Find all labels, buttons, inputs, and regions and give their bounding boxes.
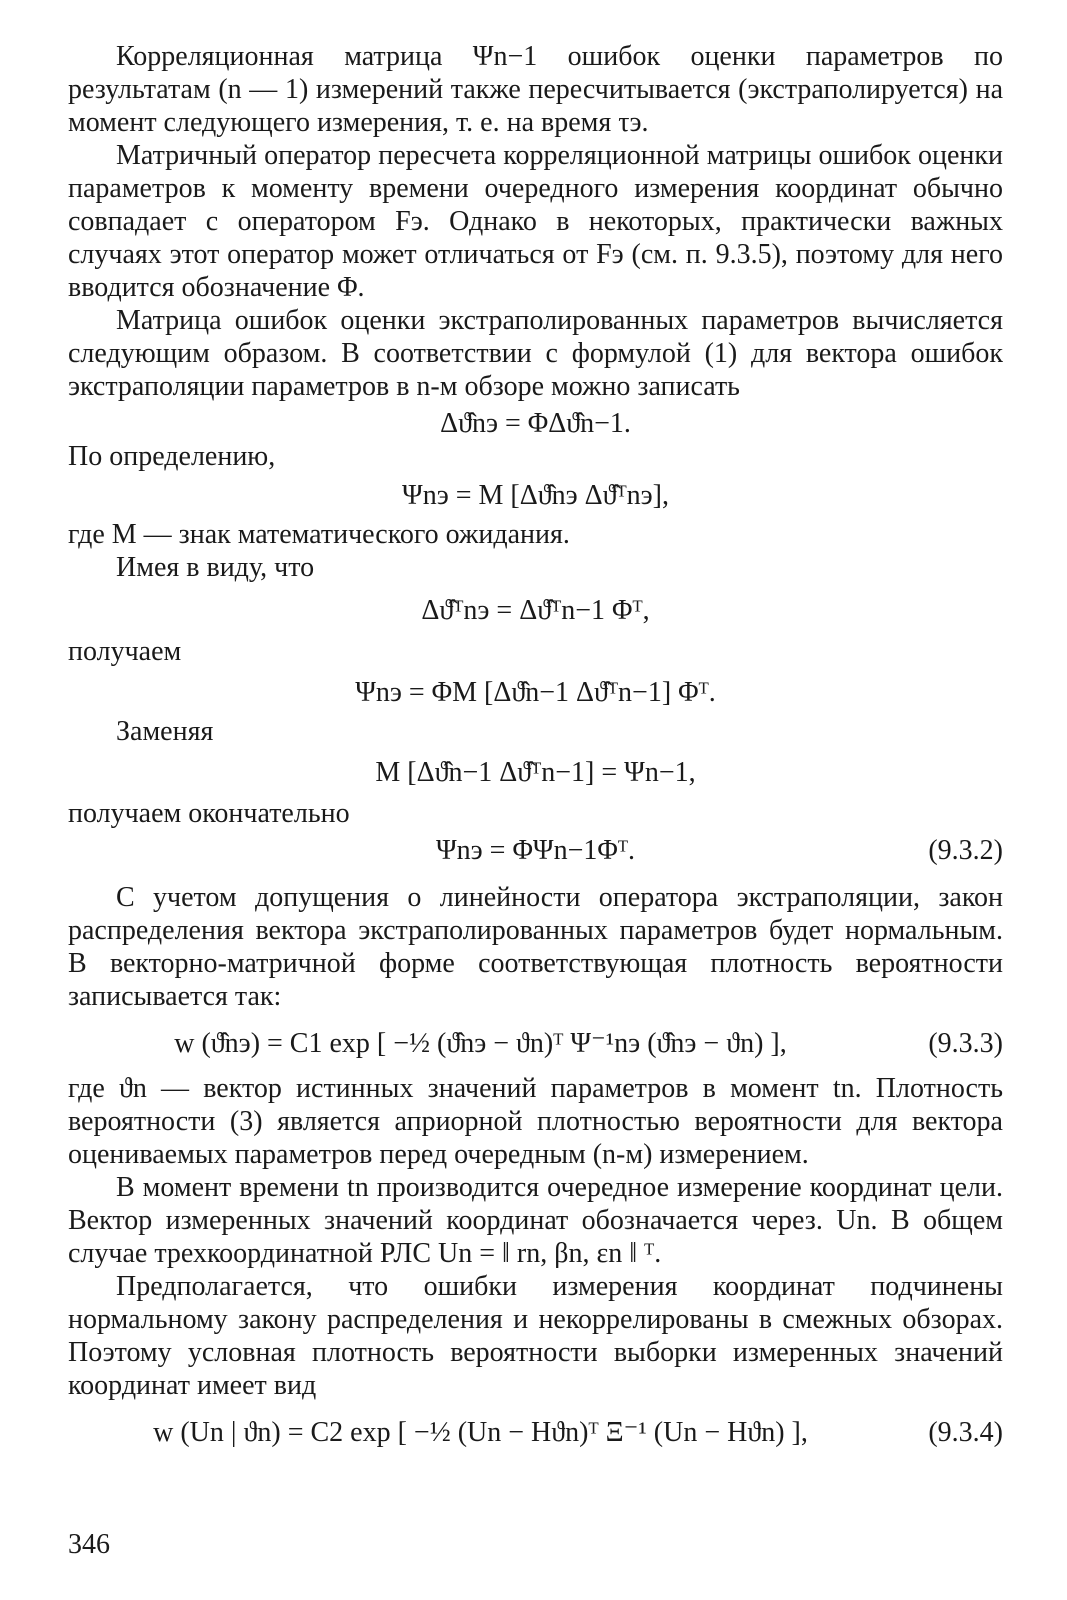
equation-9-3-4: w (Un | ϑn) = C2 exp [ −½ (Un − Hϑn)ᵀ Ξ⁻¹ (Un − Hϑn) ], xyxy=(153,1417,808,1448)
equation-row-9-3-2 xyxy=(68,834,1003,867)
equation-number-9-3-2: (9.3.2) xyxy=(928,835,1003,866)
paragraph-4: С учетом допущения о линейности оператора экстраполяции, закон распределения вектора экстраполированных параметров будет нормальным. В векторно-матричной форме соответствующая плотность вероятности записывается так: xyxy=(68,882,1003,1012)
text-given: Имея в виду, что xyxy=(116,552,315,583)
paragraph-3: Матрица ошибок оценки экстраполированных параметров вычисляется следующим образом. В соответствии с формулой (1) для вектора ошибок экстраполяции параметров в n-м обзоре можно записать xyxy=(68,305,1003,402)
text-by-definition: По определению, xyxy=(68,441,276,472)
text-finally: получаем окончательно xyxy=(68,798,350,829)
equation-transpose: Δϑ̂ᵀnэ = Δϑ̂ᵀn−1 Φᵀ, xyxy=(421,595,650,626)
text-we-get-1: получаем xyxy=(68,636,182,667)
paragraph-5: где ϑn — вектор истинных значений параметров в момент tn. Плотность вероятности (3) является априорной плотностью вероятности для вектора оцениваемых параметров перед очередным (n-м) измерением. xyxy=(68,1073,1003,1170)
equation-covariance-definition: Ψnэ = M [Δϑ̂nэ Δϑ̂ᵀnэ], xyxy=(402,480,669,511)
equation-extrapolation-error: Δϑ̂nэ = ΦΔϑ̂n−1. xyxy=(440,408,631,439)
equation-9-3-2: Ψnэ = ΦΨn−1Φᵀ. xyxy=(436,835,635,866)
equation-substitution: M [Δϑ̂n−1 Δϑ̂ᵀn−1] = Ψn−1, xyxy=(375,757,696,788)
text-where-m: где M — знак математического ожидания. xyxy=(68,519,570,550)
page-number: 346 xyxy=(68,1529,110,1560)
equation-number-9-3-3: (9.3.3) xyxy=(928,1028,1003,1059)
equation-row-9-3-4 xyxy=(68,1416,1003,1449)
equation-psi-expanded: Ψnэ = ΦM [Δϑ̂n−1 Δϑ̂ᵀn−1] Φᵀ. xyxy=(355,677,716,708)
paragraph-6: В момент времени tn производится очередное измерение координат цели. Вектор измеренных значений координат обозначается через. Un. В общем случае трехкоординатной РЛС Un = ‖ rn, βn, εn ‖ ᵀ. xyxy=(68,1172,1003,1269)
paragraph-2: Матричный оператор пересчета корреляционной матрицы ошибок оценки параметров к моменту времени очередного измерения координат обычно совпадает с оператором Fэ. Однако в некоторых, практически важных случаях этот оператор может отличаться от Fэ (см. п. 9.3.5), поэтому для него вводится обозначение Φ. xyxy=(68,140,1003,303)
text-replacing: Заменяя xyxy=(116,716,214,747)
page-body xyxy=(68,40,1003,1449)
paragraph-7: Предполагается, что ошибки измерения координат подчинены нормальному закону распределения и некоррелированы в смежных обзорах. Поэтому условная плотность вероятности выборки измеренных значений координат имеет вид xyxy=(68,1271,1003,1401)
paragraph-1: Корреляционная матрица Ψn−1 ошибок оценки параметров по результатам (n — 1) измерений также пересчитывается (экстраполируется) на момент следующего измерения, т. е. на время τэ. xyxy=(68,41,1003,138)
equation-row-9-3-3 xyxy=(68,1027,1003,1060)
equation-number-9-3-4: (9.3.4) xyxy=(928,1417,1003,1448)
equation-9-3-3: w (ϑ̂nэ) = C1 exp [ −½ (ϑ̂nэ − ϑn)ᵀ Ψ⁻¹nэ (ϑ̂nэ − ϑn) ], xyxy=(174,1028,787,1059)
